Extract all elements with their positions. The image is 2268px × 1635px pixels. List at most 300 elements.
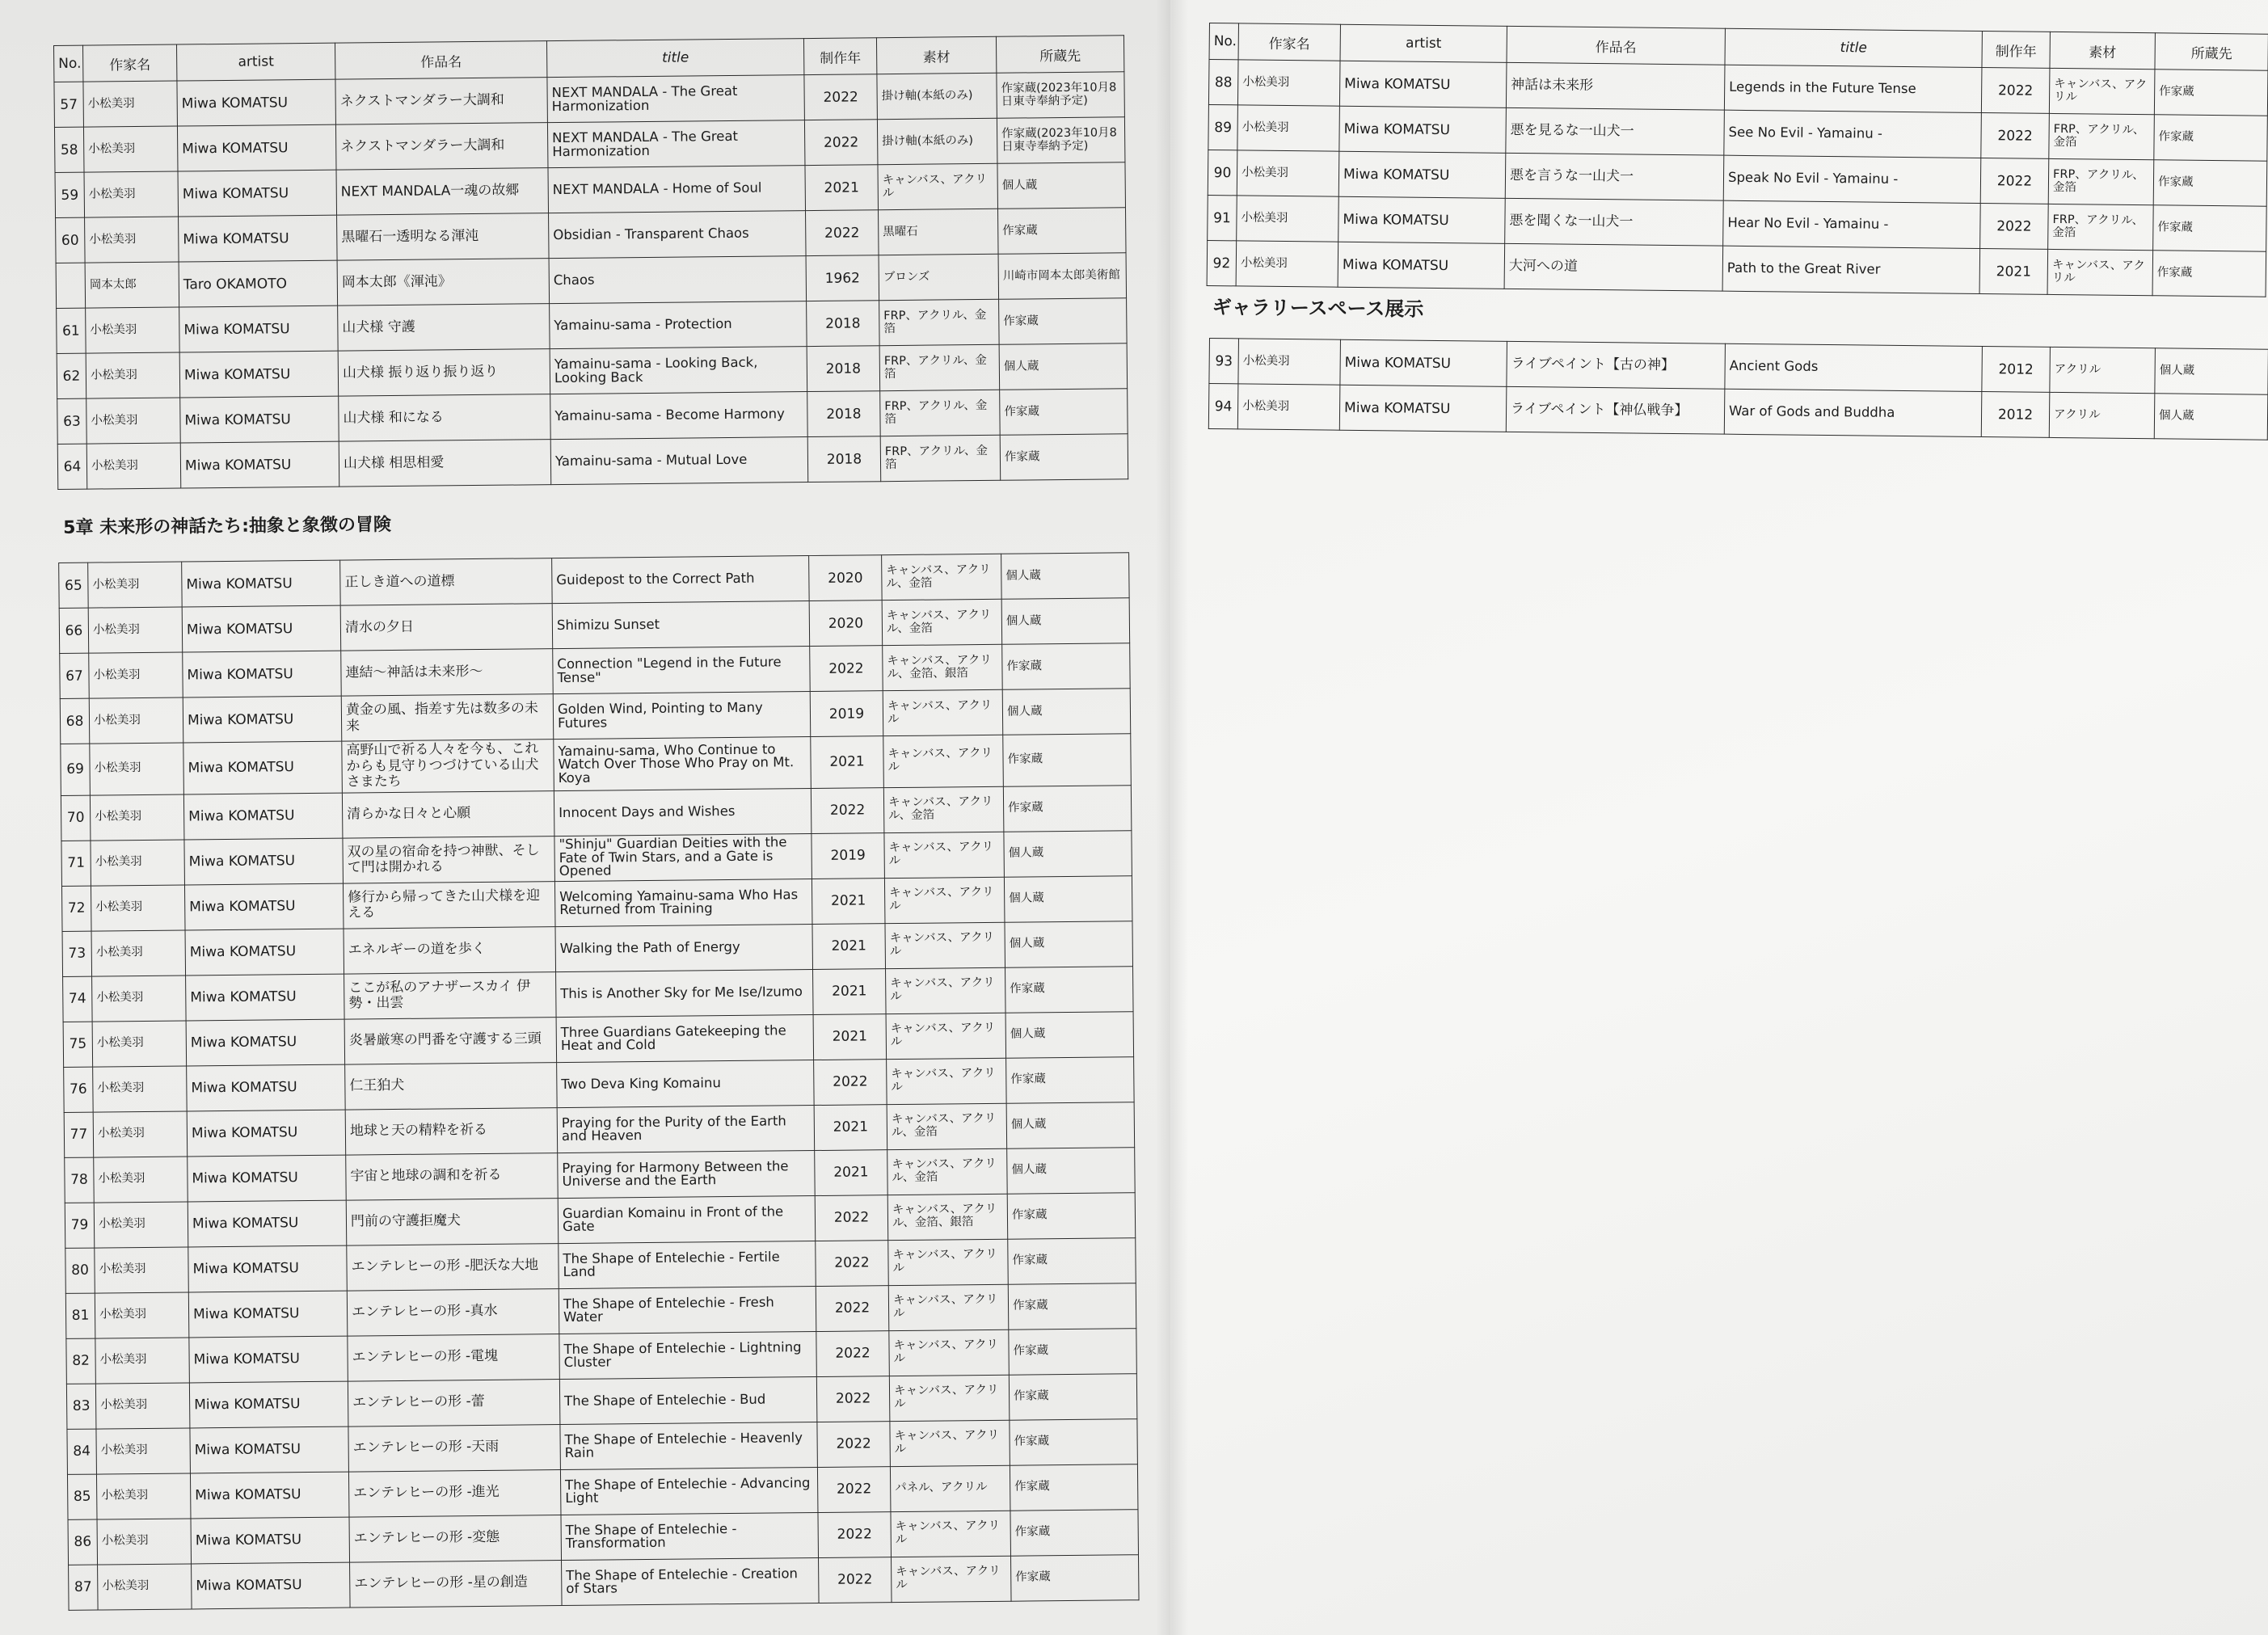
- row-number-cell: 89: [1208, 104, 1238, 150]
- title-jp-cell: 山犬様 相思相愛: [339, 440, 551, 487]
- artist-name-cell: Miwa KOMATSU: [183, 696, 342, 743]
- artist-name-cell: Miwa KOMATSU: [180, 396, 339, 443]
- section-heading-row: [58, 479, 1129, 563]
- artist-name-cell: Miwa KOMATSU: [192, 1562, 351, 1609]
- row-number-cell: 73: [62, 931, 92, 976]
- title-en-cell: The Shape of Entelechie - Transformation: [561, 1512, 819, 1560]
- owner-cell: 作家蔵: [997, 208, 1126, 255]
- row-number-cell: 80: [65, 1248, 95, 1293]
- artist-name-cell: Taro OKAMOTO: [179, 260, 338, 307]
- artist-name-jp-cell: 小松美羽: [98, 1564, 192, 1610]
- title-jp-cell: エンテレヒーの形 -肥沃な大地: [347, 1243, 559, 1291]
- row-number-cell: 92: [1207, 240, 1237, 285]
- artist-name-cell: Miwa KOMATSU: [183, 793, 343, 840]
- year-cell: 2022: [811, 787, 884, 833]
- header-year: 制作年: [803, 38, 876, 75]
- owner-cell: 作家蔵: [2154, 115, 2268, 161]
- owner-cell: 作家蔵(2023年10月8日東寺奉納予定): [997, 72, 1125, 119]
- title-en-cell: Speak No Evil - Yamainu -: [1723, 155, 1981, 203]
- artist-name-cell: Miwa KOMATSU: [184, 838, 344, 885]
- title-jp-cell: エンテレヒーの形 -蕾: [348, 1379, 560, 1426]
- artist-name-jp-cell: 小松美羽: [1237, 150, 1339, 196]
- year-cell: 2021: [813, 968, 887, 1014]
- owner-cell: 作家蔵: [2154, 70, 2268, 116]
- title-en-cell: Path to the Great River: [1722, 246, 1980, 293]
- title-jp-cell: エンテレヒーの形 -進光: [348, 1469, 561, 1517]
- year-cell: 2021: [812, 923, 886, 969]
- year-cell: 2022: [814, 1059, 887, 1105]
- row-number-cell: 57: [54, 82, 84, 127]
- artist-name-jp-cell: 小松美羽: [1237, 60, 1340, 106]
- artist-name-cell: Miwa KOMATSU: [189, 1336, 348, 1383]
- header-title-jp: 作品名: [335, 41, 546, 80]
- title-en-cell: Innocent Days and Wishes: [554, 788, 812, 836]
- artist-name-jp-cell: 小松美羽: [91, 930, 186, 976]
- year-cell: 2022: [816, 1330, 890, 1376]
- title-en-cell: The Shape of Entelechie - Bud: [559, 1376, 817, 1424]
- title-jp-cell: エンテレヒーの形 -電塊: [348, 1334, 560, 1381]
- material-cell: キャンバス、アクリル: [884, 877, 1005, 923]
- artist-name-jp-cell: 小松美羽: [95, 1383, 190, 1429]
- title-jp-cell: 黄金の風、指差す先は数多の未来: [341, 694, 554, 742]
- header-owner: 所蔵先: [2155, 33, 2268, 70]
- artist-name-jp-cell: 小松美羽: [89, 652, 183, 698]
- title-jp-cell: 双の星の宿命を持つ神獣、そして門は開かれる: [343, 836, 555, 883]
- row-number-cell: 76: [64, 1067, 94, 1112]
- row-number-cell: 75: [63, 1022, 93, 1067]
- title-jp-cell: ここが私のアナザースカイ 伊勢・出雲: [344, 971, 557, 1019]
- year-cell: 2022: [804, 120, 878, 166]
- owner-cell: 作家蔵: [2153, 205, 2267, 251]
- row-number-cell: 68: [60, 698, 90, 744]
- material-cell: アクリル: [2049, 392, 2155, 438]
- artist-name-cell: Miwa KOMATSU: [1339, 385, 1507, 432]
- year-cell: 2021: [811, 736, 884, 789]
- year-cell: 2022: [817, 1421, 891, 1467]
- row-number-cell: 63: [57, 398, 87, 444]
- title-en-cell: The Shape of Entelechie - Creation of Stars: [562, 1557, 820, 1605]
- artist-name-cell: Miwa KOMATSU: [188, 1155, 347, 1202]
- material-cell: 掛け軸(本紙のみ): [877, 73, 997, 119]
- row-number-cell: 78: [65, 1157, 95, 1203]
- owner-cell: 個人蔵: [1001, 598, 1130, 645]
- material-cell: キャンバス、アクリル: [2047, 249, 2153, 295]
- title-jp-cell: 岡本太郎《渾沌》: [337, 259, 550, 306]
- year-cell: 2018: [807, 301, 880, 347]
- title-en-cell: Two Deva King Komainu: [557, 1060, 815, 1107]
- owner-cell: 作家蔵: [1003, 785, 1132, 832]
- row-number-cell: 67: [60, 653, 90, 698]
- artist-name-jp-cell: 小松美羽: [85, 217, 179, 263]
- year-cell: 2022: [816, 1285, 889, 1331]
- material-cell: キャンバス、アクリル: [884, 832, 1005, 878]
- material-cell: FRP、アクリル、金箔: [880, 390, 1001, 436]
- year-cell: 1962: [806, 255, 879, 301]
- material-cell: パネル、アクリル: [890, 1465, 1010, 1511]
- row-number-cell: 60: [56, 217, 86, 263]
- artist-name-cell: Miwa KOMATSU: [1338, 196, 1506, 243]
- year-cell: 2021: [805, 165, 879, 211]
- title-jp-cell: エンテレヒーの形 -真水: [347, 1288, 559, 1336]
- artist-name-jp-cell: 小松美羽: [1237, 105, 1340, 151]
- title-en-cell: The Shape of Entelechie - Fresh Water: [559, 1286, 816, 1334]
- title-en-cell: Legends in the Future Tense: [1724, 65, 1982, 112]
- header-material: 素材: [2050, 32, 2155, 69]
- material-cell: キャンバス、アクリル、金箔: [882, 599, 1002, 645]
- material-cell: キャンバス、アクリル: [886, 1013, 1006, 1059]
- material-cell: アクリル: [2050, 347, 2156, 393]
- year-cell: 2012: [1982, 347, 2051, 393]
- artist-name-jp-cell: 小松美羽: [1238, 339, 1341, 385]
- title-jp-cell: ネクストマンダラー大調和: [335, 78, 548, 125]
- artist-name-jp-cell: 小松美羽: [88, 562, 183, 608]
- artist-name-jp-cell: 小松美羽: [94, 1202, 188, 1248]
- material-cell: キャンバス、アクリル: [885, 922, 1005, 968]
- year-cell: 2021: [814, 1104, 887, 1150]
- artist-name-cell: Miwa KOMATSU: [182, 560, 341, 607]
- row-number-cell: 88: [1208, 60, 1238, 105]
- material-cell: キャンバス、アクリル: [883, 735, 1004, 787]
- title-en-cell: Golden Wind, Pointing to Many Futures: [553, 692, 811, 740]
- artist-name-jp-cell: 小松美羽: [95, 1247, 189, 1293]
- material-cell: 黒曜石: [879, 209, 999, 255]
- section-row-group: [58, 479, 1129, 563]
- artist-name-cell: Miwa KOMATSU: [1338, 151, 1506, 198]
- header-title: title: [546, 39, 803, 78]
- title-en-cell: Three Guardians Gatekeeping the Heat and Cold: [556, 1014, 814, 1062]
- title-jp-cell: 宇宙と地球の調和を祈る: [346, 1153, 559, 1200]
- year-cell: 2022: [816, 1240, 889, 1286]
- year-cell: 2012: [1981, 392, 2050, 438]
- title-en-cell: Welcoming Yamainu-sama Who Has Returned from Training: [554, 879, 812, 926]
- table-body-left-a: [54, 72, 1128, 490]
- year-cell: 2018: [807, 346, 880, 392]
- artist-name-cell: Miwa KOMATSU: [191, 1517, 350, 1564]
- material-cell: キャンバス、アクリル: [883, 689, 1003, 735]
- artist-name-jp-cell: 小松美羽: [1237, 196, 1339, 242]
- owner-cell: 作家蔵: [1000, 434, 1128, 481]
- title-jp-cell: 黒曜石一透明なる渾沌: [337, 213, 550, 261]
- material-cell: キャンバス、アクリル: [888, 1239, 1009, 1285]
- year-cell: 2022: [806, 210, 879, 256]
- row-number-cell: 79: [65, 1203, 95, 1248]
- header-title: title: [1725, 28, 1982, 67]
- section-title-chapter5: 5章 未来形の神話たち:抽象と象徴の冒険: [58, 479, 1129, 563]
- title-jp-cell: 神話は未来形: [1506, 62, 1725, 110]
- artist-name-jp-cell: 小松美羽: [95, 1338, 190, 1384]
- year-cell: 2019: [812, 832, 885, 879]
- row-number-cell: 72: [61, 886, 91, 931]
- title-en-cell: See No Evil - Yamainu -: [1724, 110, 1982, 158]
- owner-cell: 作家蔵: [1007, 1192, 1136, 1239]
- title-en-cell: Guardian Komainu in Front of the Gate: [558, 1195, 816, 1243]
- material-cell: FRP、アクリル、金箔: [880, 435, 1001, 481]
- artist-name-cell: Miwa KOMATSU: [187, 1064, 346, 1111]
- title-jp-cell: 門前の守護拒魔犬: [346, 1198, 559, 1245]
- artist-name-cell: Miwa KOMATSU: [188, 1200, 347, 1247]
- material-cell: キャンバス、アクリル: [889, 1329, 1010, 1376]
- year-cell: 2022: [804, 74, 878, 120]
- artist-name-cell: Miwa KOMATSU: [184, 883, 344, 930]
- title-jp-cell: 修行から帰ってきた山犬様を迎える: [343, 881, 555, 929]
- header-year: 制作年: [1982, 32, 2050, 69]
- row-number-cell: 86: [68, 1519, 98, 1565]
- artist-name-jp-cell: 小松美羽: [97, 1519, 192, 1565]
- artwork-list-table-left: [53, 35, 1140, 1610]
- title-jp-cell: エンテレヒーの形 -星の創造: [350, 1560, 563, 1608]
- artist-name-jp-cell: 岡本太郎: [85, 262, 179, 308]
- title-en-cell: Ancient Gods: [1725, 343, 1983, 391]
- row-number-cell: 83: [66, 1384, 96, 1429]
- table-body-left-b: [59, 553, 1139, 1610]
- material-cell: FRP、アクリル、金箔: [2048, 204, 2154, 250]
- header-material: 素材: [876, 36, 996, 74]
- title-en-cell: Connection "Legend in the Future Tense": [553, 647, 811, 694]
- artist-name-jp-cell: 小松美羽: [91, 885, 185, 931]
- row-number-cell: 91: [1208, 195, 1237, 240]
- owner-cell: 作家蔵: [1010, 1554, 1139, 1601]
- material-cell: キャンバス、アクリル、金箔、銀箔: [883, 644, 1003, 690]
- row-number-cell: 59: [55, 172, 85, 217]
- artist-name-jp-cell: 小松美羽: [90, 794, 184, 841]
- artist-name-cell: Miwa KOMATSU: [189, 1381, 348, 1428]
- artist-name-cell: Miwa KOMATSU: [186, 974, 345, 1021]
- artist-name-cell: Miwa KOMATSU: [1338, 242, 1505, 289]
- artist-name-cell: Miwa KOMATSU: [1340, 339, 1507, 386]
- year-cell: 2020: [809, 600, 883, 647]
- artist-name-jp-cell: 小松美羽: [96, 1473, 191, 1519]
- year-cell: 2022: [818, 1511, 892, 1557]
- title-jp-cell: 連結〜神話は未来形〜: [341, 649, 554, 697]
- artist-name-jp-cell: 小松美羽: [86, 443, 181, 489]
- year-cell: 2022: [1981, 68, 2050, 114]
- material-cell: キャンバス、アクリル: [886, 967, 1006, 1013]
- table-body-right-a: [1207, 60, 2268, 297]
- artist-name-jp-cell: 小松美羽: [92, 1021, 187, 1067]
- owner-cell: 個人蔵: [1004, 875, 1132, 922]
- owner-cell: 個人蔵: [1007, 1147, 1136, 1194]
- artist-name-cell: Miwa KOMATSU: [185, 929, 344, 976]
- title-en-cell: Praying for Harmony Between the Universe and the Earth: [558, 1150, 816, 1198]
- table-body-right-b: [1208, 339, 2268, 440]
- title-jp-cell: 悪を聞くな一山犬一: [1505, 198, 1724, 246]
- title-en-cell: "Shinju" Guardian Deities with the Fate of Twin Stars, and a Gate is Opened: [554, 833, 812, 881]
- owner-cell: 作家蔵: [1003, 734, 1132, 786]
- artist-name-jp-cell: 小松美羽: [88, 607, 183, 653]
- row-number-cell: [56, 263, 86, 308]
- title-en-cell: The Shape of Entelechie - Fertile Land: [559, 1241, 816, 1288]
- year-cell: 2022: [815, 1195, 888, 1241]
- artist-name-cell: Miwa KOMATSU: [186, 1019, 345, 1066]
- title-en-cell: Yamainu-sama, Who Continue to Watch Over Those Who Pray on Mt. Koya: [554, 737, 812, 791]
- artist-name-cell: Miwa KOMATSU: [188, 1291, 348, 1338]
- title-en-cell: Yamainu-sama - Become Harmony: [550, 392, 808, 440]
- title-en-cell: This is Another Sky for Me Ise/Izumo: [556, 969, 814, 1017]
- title-jp-cell: 清らかな日々と心願: [342, 790, 554, 838]
- owner-cell: 個人蔵: [2154, 394, 2268, 440]
- artist-name-jp-cell: 小松美羽: [91, 840, 185, 886]
- row-number-cell: 90: [1208, 150, 1237, 195]
- title-jp-cell: 大河への道: [1504, 243, 1723, 291]
- material-cell: キャンバス、アクリル、金箔: [887, 1148, 1008, 1195]
- row-number-cell: 85: [67, 1474, 97, 1519]
- artist-name-cell: Miwa KOMATSU: [190, 1472, 349, 1519]
- row-number-cell: 93: [1209, 339, 1239, 384]
- owner-cell: 個人蔵: [1006, 1102, 1135, 1148]
- material-cell: キャンバス、アクリル: [889, 1375, 1010, 1421]
- title-jp-cell: エネルギーの道を歩く: [344, 926, 556, 974]
- title-jp-cell: 悪を言うな一山犬一: [1505, 153, 1724, 200]
- title-jp-cell: 悪を見るな一山犬一: [1506, 107, 1725, 155]
- title-en-cell: NEXT MANDALA - Home of Soul: [548, 166, 806, 213]
- header-owner: 所蔵先: [996, 36, 1123, 74]
- material-cell: FRP、アクリル、金箔: [2048, 158, 2154, 204]
- year-cell: 2020: [809, 555, 883, 601]
- title-jp-cell: エンテレヒーの形 -天雨: [348, 1424, 561, 1472]
- header-artist: artist: [176, 43, 335, 81]
- title-en-cell: The Shape of Entelechie - Advancing Light: [560, 1467, 818, 1515]
- owner-cell: 作家蔵: [1006, 1056, 1135, 1103]
- year-cell: 2022: [1980, 204, 2049, 250]
- title-jp-cell: 清水の夕日: [340, 604, 553, 651]
- material-cell: キャンバス、アクリル: [888, 1284, 1009, 1330]
- artist-name-cell: Miwa KOMATSU: [183, 741, 343, 794]
- artist-name-jp-cell: 小松美羽: [95, 1292, 189, 1338]
- artist-name-jp-cell: 小松美羽: [93, 1066, 188, 1112]
- material-cell: キャンバス、アクリル、金箔: [882, 554, 1002, 600]
- year-cell: 2018: [807, 436, 881, 482]
- artist-name-cell: Miwa KOMATSU: [180, 441, 339, 488]
- header-artist-jp: 作家名: [1238, 23, 1340, 61]
- owner-cell: 川崎市岡本太郎美術館: [998, 253, 1127, 300]
- title-en-cell: Guidepost to the Correct Path: [552, 556, 810, 604]
- artist-name-jp-cell: 小松美羽: [86, 352, 180, 398]
- material-cell: FRP、アクリル、金箔: [879, 344, 1000, 390]
- title-jp-cell: 山犬様 守護: [338, 304, 550, 352]
- title-en-cell: Hear No Evil - Yamainu -: [1723, 200, 1981, 248]
- title-jp-cell: ネクストマンダラー大調和: [335, 123, 548, 171]
- owner-cell: 個人蔵: [1005, 921, 1133, 967]
- row-number-cell: 82: [66, 1338, 96, 1384]
- material-cell: 掛け軸(本紙のみ): [877, 118, 997, 164]
- table-row: [69, 1554, 1139, 1610]
- artist-name-cell: Miwa KOMATSU: [177, 79, 336, 126]
- title-jp-cell: 正しき道への道標: [340, 558, 553, 606]
- artist-name-jp-cell: 小松美羽: [1236, 241, 1338, 287]
- artist-name-cell: Miwa KOMATSU: [190, 1426, 349, 1473]
- material-cell: キャンバス、アクリル、金箔: [883, 786, 1004, 832]
- title-jp-cell: ライブペイント【神仏戦争】: [1506, 386, 1725, 434]
- artist-name-jp-cell: 小松美羽: [89, 697, 183, 744]
- material-cell: キャンバス、アクリル: [878, 163, 998, 209]
- artist-name-cell: Miwa KOMATSU: [179, 306, 339, 352]
- title-en-cell: Yamainu-sama - Protection: [550, 301, 807, 349]
- title-en-cell: Praying for the Purity of the Earth and Heaven: [557, 1105, 815, 1153]
- owner-cell: 作家蔵: [1010, 1464, 1138, 1511]
- row-number-cell: 71: [61, 841, 91, 886]
- title-en-cell: The Shape of Entelechie - Lightning Cluster: [559, 1331, 817, 1379]
- title-jp-cell: 山犬様 和になる: [339, 394, 551, 442]
- header-artist: artist: [1340, 24, 1507, 62]
- row-number-cell: 94: [1208, 384, 1238, 429]
- year-cell: 2018: [807, 391, 881, 437]
- artist-name-jp-cell: 小松美羽: [86, 307, 180, 353]
- row-number-cell: 84: [67, 1429, 97, 1474]
- artist-name-jp-cell: 小松美羽: [83, 81, 178, 127]
- title-en-cell: Shimizu Sunset: [552, 601, 810, 649]
- title-en-cell: Yamainu-sama - Looking Back, Looking Back: [550, 347, 807, 394]
- artist-name-jp-cell: 小松美羽: [84, 171, 179, 217]
- artist-name-jp-cell: 小松美羽: [90, 743, 184, 795]
- year-cell: 2019: [810, 691, 883, 737]
- material-cell: FRP、アクリル、金箔: [2049, 113, 2155, 159]
- owner-cell: 作家蔵: [1009, 1373, 1137, 1420]
- row-number-cell: 77: [64, 1112, 94, 1157]
- year-cell: 2021: [1979, 249, 2048, 295]
- owner-cell: 作家蔵(2023年10月8日東寺奉納予定): [997, 117, 1125, 164]
- row-number-cell: 74: [63, 976, 93, 1022]
- title-jp-cell: 高野山で祈る人々を今も、これからも見守りつづけている山犬さまたち: [342, 740, 554, 793]
- year-cell: 2022: [816, 1376, 890, 1422]
- row-number-cell: 61: [57, 308, 86, 353]
- title-en-cell: Chaos: [549, 256, 807, 304]
- year-cell: 2021: [812, 878, 885, 924]
- row-number-cell: 69: [61, 744, 91, 795]
- material-cell: キャンバス、アクリル: [892, 1556, 1012, 1602]
- artist-name-cell: Miwa KOMATSU: [177, 124, 336, 171]
- material-cell: キャンバス、アクリル、金箔、銀箔: [887, 1194, 1008, 1240]
- artist-name-cell: Miwa KOMATSU: [188, 1245, 348, 1292]
- header-title-jp: 作品名: [1507, 26, 1725, 65]
- owner-cell: 作家蔵: [1010, 1509, 1139, 1556]
- year-cell: 2022: [819, 1557, 892, 1603]
- owner-cell: 作家蔵: [999, 298, 1128, 345]
- artist-name-jp-cell: 小松美羽: [83, 126, 178, 172]
- artist-name-jp-cell: 小松美羽: [93, 1111, 188, 1157]
- artist-name-cell: Miwa KOMATSU: [182, 605, 341, 652]
- owner-cell: 個人蔵: [1004, 830, 1132, 877]
- material-cell: キャンバス、アクリル、金箔: [887, 1103, 1007, 1149]
- owner-cell: 作家蔵: [1008, 1237, 1136, 1284]
- title-en-cell: NEXT MANDALA - The Great Harmonization: [547, 75, 805, 123]
- material-cell: キャンバス、アクリル: [2049, 68, 2155, 114]
- owner-cell: 個人蔵: [1005, 1011, 1134, 1058]
- title-en-cell: The Shape of Entelechie - Heavenly Rain: [560, 1422, 818, 1469]
- title-jp-cell: 山犬様 振り返り振り返り: [338, 349, 550, 397]
- artist-name-cell: Miwa KOMATSU: [179, 215, 338, 262]
- title-en-cell: Walking the Path of Energy: [555, 924, 813, 971]
- artist-name-jp-cell: 小松美羽: [96, 1428, 191, 1474]
- artist-name-cell: Miwa KOMATSU: [178, 170, 337, 217]
- title-en-cell: NEXT MANDALA - The Great Harmonization: [547, 120, 805, 168]
- row-number-cell: 81: [65, 1293, 95, 1338]
- year-cell: 2021: [813, 1013, 887, 1060]
- artist-name-cell: Miwa KOMATSU: [183, 651, 342, 697]
- artist-name-cell: Miwa KOMATSU: [179, 351, 339, 398]
- title-jp-cell: 炎暑厳寒の門番を守護する三頭: [344, 1017, 557, 1064]
- title-en-cell: Obsidian - Transparent Chaos: [549, 211, 807, 259]
- artist-name-cell: Miwa KOMATSU: [1339, 61, 1507, 107]
- row-number-cell: 64: [57, 444, 87, 489]
- owner-cell: 作家蔵: [2152, 251, 2266, 297]
- owner-cell: 個人蔵: [997, 162, 1126, 209]
- title-jp-cell: ライブペイント【古の神】: [1507, 341, 1726, 389]
- owner-cell: 作家蔵: [1002, 643, 1131, 690]
- title-jp-cell: エンテレヒーの形 -変態: [349, 1515, 562, 1562]
- owner-cell: 作家蔵: [1005, 966, 1134, 1013]
- row-number-cell: 58: [54, 127, 84, 172]
- row-number-cell: 70: [61, 795, 91, 841]
